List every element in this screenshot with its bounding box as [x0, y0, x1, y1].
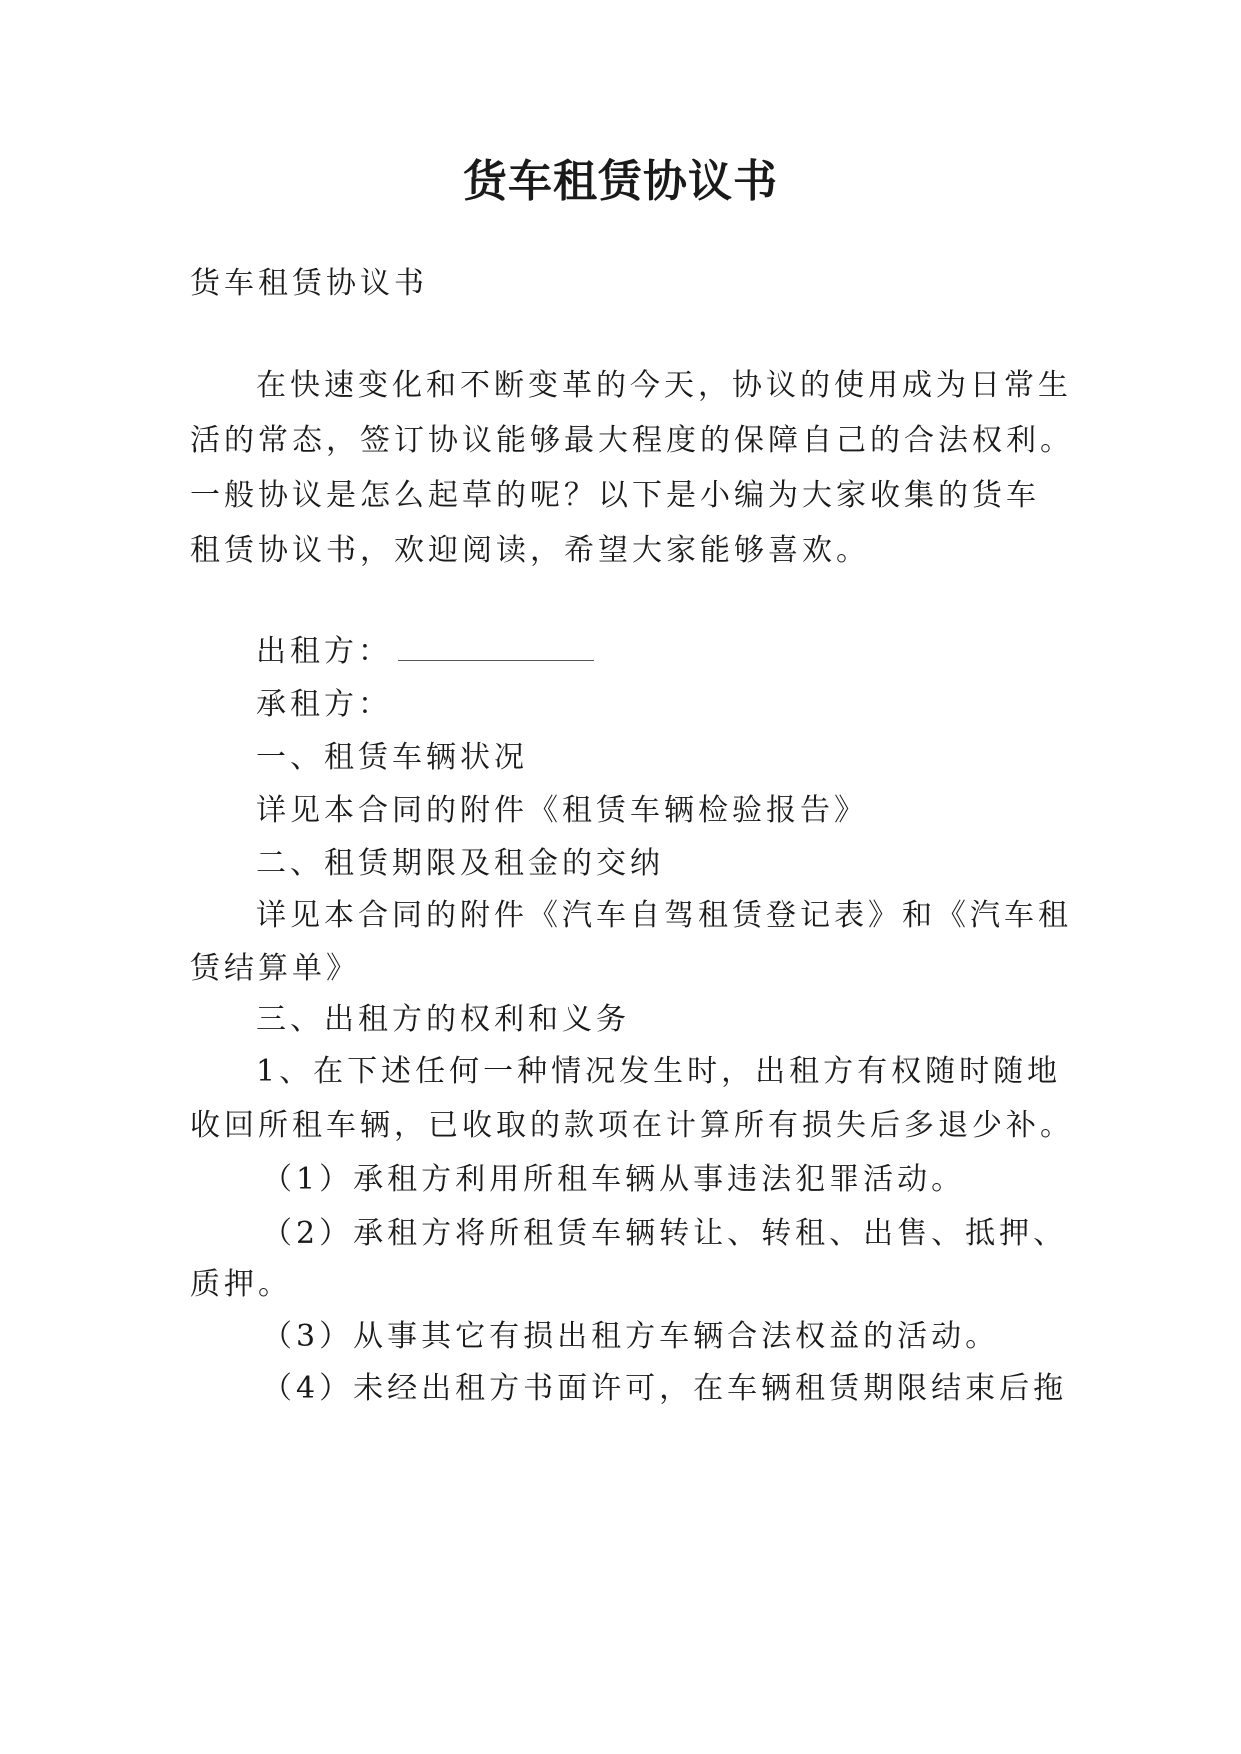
section-3-title: 三、出租方的权利和义务 [256, 1002, 630, 1037]
item-2-line-2: 质押。 [190, 1267, 292, 1302]
intro-line-4: 租赁协议书，欢迎阅读，希望大家能够喜欢。 [190, 533, 870, 568]
document-subtitle: 货车租赁协议书 [190, 266, 428, 301]
lessor-blank-line [398, 659, 594, 661]
item-1: （1）承租方利用所租车辆从事违法犯罪活动。 [262, 1162, 966, 1197]
lessee-label: 承租方： [256, 687, 392, 722]
document-title: 货车租赁协议书 [463, 156, 778, 207]
section-2-body-line-2: 赁结算单》 [190, 951, 360, 986]
lessor-label: 出租方： [256, 634, 392, 669]
lessor-row [256, 632, 1070, 672]
clause-1-line-1: 1、在下述任何一种情况发生时，出租方有权随时随地 [256, 1054, 1062, 1089]
item-4: （4）未经出租方书面许可，在车辆租赁期限结束后拖 [262, 1371, 1068, 1406]
section-2-title: 二、租赁期限及租金的交纳 [256, 846, 664, 881]
intro-line-2: 活的常态，签订协议能够最大程度的保障自己的合法权利。 [190, 423, 1074, 458]
intro-line-3: 一般协议是怎么起草的呢？以下是小编为大家收集的货车 [190, 478, 1040, 513]
clause-1-line-2: 收回所租车辆，已收取的款项在计算所有损失后多退少补。 [190, 1108, 1074, 1143]
intro-line-1: 在快速变化和不断变革的今天，协议的使用成为日常生 [256, 368, 1072, 403]
section-1-title: 一、租赁车辆状况 [256, 740, 528, 775]
item-2-line-1: （2）承租方将所租赁车辆转让、转租、出售、抵押、 [262, 1216, 1068, 1251]
section-1-body: 详见本合同的附件《租赁车辆检验报告》 [256, 793, 868, 828]
item-3: （3）从事其它有损出租方车辆合法权益的活动。 [262, 1319, 1000, 1354]
section-2-body-line-1: 详见本合同的附件《汽车自驾租赁登记表》和《汽车租 [256, 898, 1072, 933]
